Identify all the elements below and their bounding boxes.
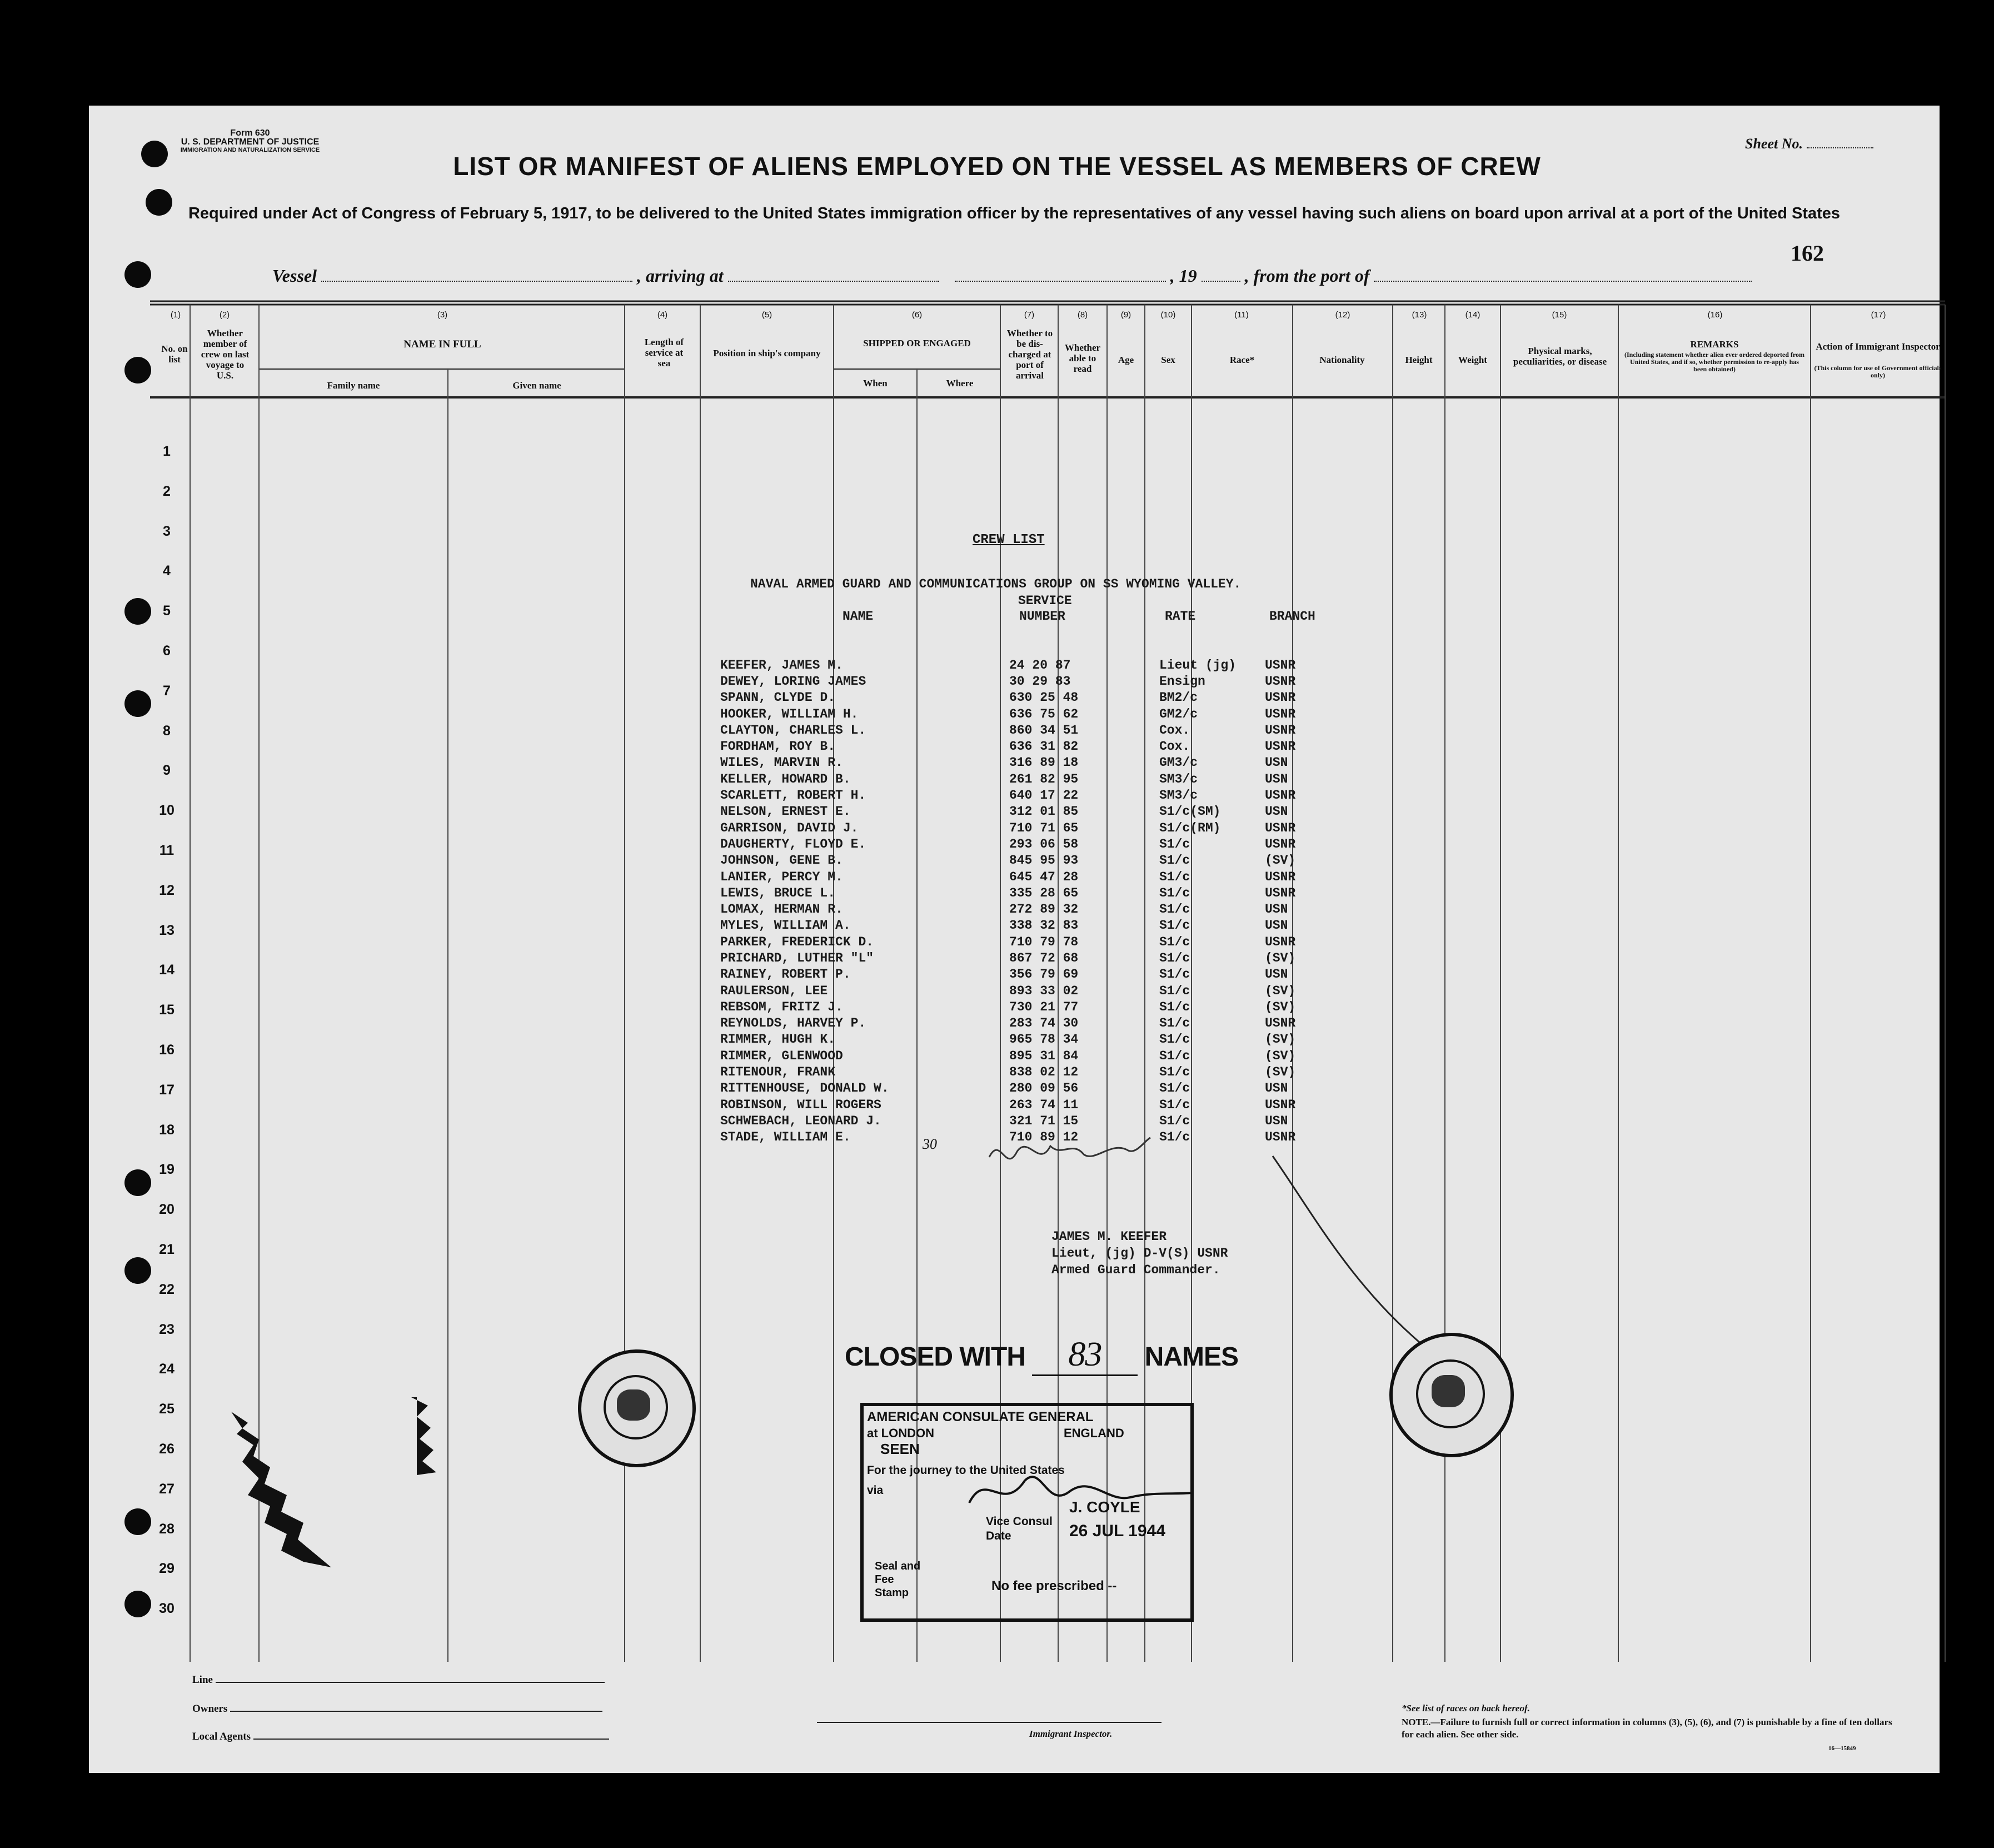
crew-name: NELSON, ERNEST E. <box>720 804 851 819</box>
header-where: Where <box>946 378 974 388</box>
crew-rate: S1/c <box>1159 934 1190 949</box>
crew-service-number: 293 06 58 <box>1009 836 1079 851</box>
consulate-country: ENGLAND <box>1064 1426 1124 1440</box>
footer-owners <box>192 1703 602 1715</box>
closed-with-line <box>845 1335 1238 1376</box>
crew-rate: Cox. <box>1159 723 1190 738</box>
crew-name: FORDHAM, ROY B. <box>720 739 836 754</box>
consulate-stamp <box>860 1403 1194 1622</box>
header-shipped-engaged: SHIPPED OR ENGAGED <box>863 338 971 348</box>
crew-service-number: 838 02 12 <box>1009 1065 1079 1080</box>
crew-branch: (SV) <box>1265 1048 1296 1063</box>
footer-line-label: Line <box>192 1674 213 1686</box>
crew-service-number: 710 79 78 <box>1009 934 1079 949</box>
crew-branch: USNR <box>1265 934 1296 949</box>
crew-service-number: 312 01 85 <box>1009 804 1079 819</box>
header-remarks: REMARKS <box>1690 339 1739 350</box>
col-num-13: (13) <box>1412 310 1427 320</box>
crew-name: KEEFER, JAMES M. <box>720 657 843 673</box>
crew-service-number: 636 75 62 <box>1009 706 1079 721</box>
department-name: U. S. DEPARTMENT OF JUSTICE <box>181 137 320 147</box>
row-number: 7 <box>163 683 171 699</box>
crew-row <box>720 657 1332 673</box>
crew-row <box>720 690 1332 706</box>
footer-owners-label: Owners <box>192 1703 228 1715</box>
consulate-seal-label: Seal and Fee Stamp <box>875 1560 921 1599</box>
header-name-in-full: NAME IN FULL <box>403 338 481 350</box>
header-able-to-read: Whether able to read <box>1064 342 1101 374</box>
col-num-2: (2) <box>219 310 230 320</box>
crew-row <box>720 1080 1332 1097</box>
col-num-5: (5) <box>761 310 772 320</box>
header-nationality: Nationality <box>1319 355 1365 365</box>
consulate-vice-consul: Vice Consul <box>986 1515 1053 1528</box>
closed-prefix: CLOSED WITH <box>845 1342 1025 1372</box>
row-number: 28 <box>159 1521 175 1537</box>
crew-service-number: 860 34 51 <box>1009 723 1079 738</box>
embossed-seal-mark <box>209 1401 353 1578</box>
crew-branch: USNR <box>1265 657 1296 673</box>
footer-print-code: 16—15849 <box>1828 1745 1856 1752</box>
crew-name: RAINEY, ROBERT P. <box>720 967 851 982</box>
crew-rate: S1/c <box>1159 967 1190 982</box>
crew-service-number: 24 20 87 <box>1009 657 1071 673</box>
row-number: 19 <box>159 1162 175 1178</box>
crew-rate: S1/c <box>1159 1048 1190 1063</box>
consulate-name: AMERICAN CONSULATE GENERAL <box>867 1409 1094 1424</box>
row-number: 10 <box>159 803 175 819</box>
crew-row <box>720 1032 1332 1048</box>
crew-name: ROBINSON, WILL ROGERS <box>720 1097 881 1112</box>
crew-row <box>720 869 1332 885</box>
crew-branch: USNR <box>1265 723 1296 738</box>
crew-branch: USNR <box>1265 836 1296 851</box>
col-num-12: (12) <box>1335 310 1350 320</box>
col-num-1: (1) <box>170 310 181 320</box>
crew-rate: S1/c <box>1159 999 1190 1014</box>
crew-list-col-number: NUMBER <box>1019 609 1065 624</box>
crew-rate: S1/c <box>1159 1113 1190 1128</box>
consulate-location: at LONDON <box>867 1426 934 1440</box>
crew-row <box>720 1048 1332 1064</box>
year-label: , 19 <box>1170 266 1197 286</box>
col-num-4: (4) <box>657 310 668 320</box>
crew-name: LEWIS, BRUCE L. <box>720 885 836 900</box>
consulate-seen: SEEN <box>880 1441 920 1457</box>
row-number: 21 <box>159 1242 175 1257</box>
crew-service-number: 280 09 56 <box>1009 1081 1079 1096</box>
crew-rate: S1/c <box>1159 836 1190 851</box>
crew-name: RITENOUR, FRANK <box>720 1065 836 1080</box>
crew-row <box>720 820 1332 836</box>
crew-service-number: 845 95 93 <box>1009 853 1079 868</box>
crew-list-col-rate: RATE <box>1165 609 1196 624</box>
crew-row <box>720 706 1332 722</box>
crew-row <box>720 1097 1332 1113</box>
signer-name: JAMES M. KEEFER <box>1051 1229 1167 1244</box>
crew-row <box>720 673 1332 689</box>
footer-line <box>192 1674 605 1686</box>
crew-service-number: 965 78 34 <box>1009 1032 1079 1047</box>
embossed-seal-edge <box>406 1392 445 1481</box>
footer-race-note: *See list of races on back hereof. <box>1402 1703 1530 1713</box>
header-discharged: Whether to be dis-charged at port of arrival <box>1006 328 1053 381</box>
row-number: 11 <box>159 843 175 858</box>
row-number: 14 <box>159 962 175 978</box>
crew-service-number: 356 79 69 <box>1009 967 1079 982</box>
crew-rate: S1/c <box>1159 885 1190 900</box>
crew-branch: USN <box>1265 1113 1288 1128</box>
col-num-14: (14) <box>1465 310 1480 320</box>
crew-rate: BM2/c <box>1159 690 1198 705</box>
header-action-note: (This column for use of Government officials only) <box>1814 364 1942 379</box>
crew-row <box>720 983 1332 999</box>
service-name: IMMIGRATION AND NATURALIZATION SERVICE <box>180 147 320 153</box>
vessel-label: Vessel <box>272 266 317 286</box>
row-number: 12 <box>159 882 175 898</box>
crew-name: MYLES, WILLIAM A. <box>720 918 851 933</box>
footer-local-agents <box>192 1731 609 1743</box>
crew-rate: S1/c <box>1159 1065 1190 1080</box>
crew-row <box>720 771 1332 787</box>
consulate-fee: No fee prescribed -- <box>991 1578 1117 1593</box>
crew-table <box>720 657 1332 1145</box>
crew-name: KELLER, HOWARD B. <box>720 771 851 786</box>
crew-branch: USN <box>1265 804 1288 819</box>
col-num-6: (6) <box>911 310 923 320</box>
crew-row <box>720 918 1332 934</box>
inspector-signature-line <box>817 1722 1161 1723</box>
crew-branch: USNR <box>1265 739 1296 754</box>
crew-service-number: 645 47 28 <box>1009 869 1079 884</box>
crew-row <box>720 738 1332 754</box>
header-action-inspector: Action of Immigrant Inspector <box>1816 341 1940 352</box>
col-num-7: (7) <box>1024 310 1035 320</box>
row-number: 8 <box>163 723 171 739</box>
header-physical-marks: Physical marks, peculiarities, or disease <box>1513 346 1607 367</box>
crew-rate: S1/c <box>1159 1130 1190 1145</box>
footer-note: NOTE.—Failure to furnish full or correct information in columns (3), (5), (6), and (7) is punishable by a fine of ten dollars for each alien. See other side. <box>1402 1717 1892 1740</box>
crew-name: STADE, WILLIAM E. <box>720 1130 851 1145</box>
row-number: 6 <box>163 643 171 659</box>
col-num-15: (15) <box>1552 310 1567 320</box>
crew-name: RAULERSON, LEE <box>720 983 828 998</box>
crew-branch: USNR <box>1265 690 1296 705</box>
footer-inspector: Immigrant Inspector. <box>1029 1729 1113 1739</box>
crew-branch: USNR <box>1265 820 1296 835</box>
row-number: 5 <box>163 603 171 619</box>
crew-branch: (SV) <box>1265 853 1296 868</box>
col-num-17: (17) <box>1871 310 1886 320</box>
header-remarks-note: (Including statement whether alien ever ordered deported from United States, and if so, whether permission to re-apply has been obtained) <box>1624 351 1805 373</box>
crew-name: DEWEY, LORING JAMES <box>720 674 866 689</box>
crew-rate: SM3/c <box>1159 771 1198 786</box>
closed-count: 83 <box>1032 1335 1138 1376</box>
crew-rate: Ensign <box>1159 674 1205 689</box>
crew-branch: USNR <box>1265 674 1296 689</box>
crew-service-number: 730 21 77 <box>1009 999 1079 1014</box>
row-number: 26 <box>159 1441 175 1457</box>
row-number: 15 <box>159 1002 175 1018</box>
crew-row <box>720 999 1332 1015</box>
consulate-officer: J. COYLE <box>1069 1498 1140 1516</box>
header-family-name: Family name <box>327 380 380 391</box>
header-given-name: Given name <box>512 380 561 391</box>
crew-rate: GM3/c <box>1159 755 1198 770</box>
crew-name: SCARLETT, ROBERT H. <box>720 788 866 803</box>
crew-row <box>720 836 1332 852</box>
crew-branch: USNR <box>1265 869 1296 884</box>
crew-name: SPANN, CLYDE D. <box>720 690 836 705</box>
header-when: When <box>863 378 888 388</box>
consulate-journey: For the journey to the United States <box>867 1464 1065 1477</box>
crew-row <box>720 787 1332 803</box>
header-position: Position in ship's company <box>713 348 821 358</box>
page-title: LIST OR MANIFEST OF ALIENS EMPLOYED ON THE VESSEL AS MEMBERS OF CREW <box>453 152 1541 181</box>
header-length-of-service: Length of service at sea <box>644 337 684 368</box>
crew-service-number: 338 32 83 <box>1009 918 1079 933</box>
crew-row <box>720 722 1332 738</box>
crew-name: REYNOLDS, HARVEY P. <box>720 1016 866 1031</box>
crew-branch: USNR <box>1265 885 1296 900</box>
closed-suffix: NAMES <box>1144 1342 1239 1372</box>
crew-rate: S1/c <box>1159 1016 1190 1031</box>
crew-branch: USN <box>1265 918 1288 933</box>
crew-row <box>720 1064 1332 1080</box>
crew-branch: (SV) <box>1265 1032 1296 1047</box>
crew-service-number: 893 33 02 <box>1009 983 1079 998</box>
crew-name: LOMAX, HERMAN R. <box>720 902 843 917</box>
crew-name: RIMMER, HUGH K. <box>720 1032 836 1047</box>
page-subtitle: Required under Act of Congress of February 5, 1917, to be delivered to the United States immigration officer by the representatives of any vessel having such aliens on board upon arrival at a port of the United States <box>188 205 1841 222</box>
header-weight: Weight <box>1458 355 1487 365</box>
row-number: 3 <box>163 523 171 539</box>
crew-branch: USNR <box>1265 706 1296 721</box>
crew-row <box>720 885 1332 901</box>
header-age: Age <box>1118 355 1134 365</box>
crew-row <box>720 967 1332 983</box>
row-number: 30 <box>159 1601 175 1617</box>
header-sex: Sex <box>1161 355 1175 365</box>
col-num-9: (9) <box>1120 310 1131 320</box>
crew-branch: USNR <box>1265 1016 1296 1031</box>
crew-name: RITTENHOUSE, DONALD W. <box>720 1081 889 1096</box>
crew-list-col-branch: BRANCH <box>1269 609 1315 624</box>
header-race: Race* <box>1229 355 1255 365</box>
crew-branch: USNR <box>1265 1097 1296 1112</box>
crew-list-group: NAVAL ARMED GUARD AND COMMUNICATIONS GROUP ON SS WYOMING VALLEY. <box>750 577 1242 591</box>
crew-name: PARKER, FREDERICK D. <box>720 934 874 949</box>
crew-service-number: 335 28 65 <box>1009 885 1079 900</box>
crew-name: WILES, MARVIN R. <box>720 755 843 770</box>
col-num-3: (3) <box>437 310 448 320</box>
sheet-no-label: Sheet No. <box>1745 136 1803 152</box>
crew-service-number: 640 17 22 <box>1009 788 1079 803</box>
row-number: 13 <box>159 922 175 938</box>
row-number: 9 <box>163 763 171 779</box>
crew-service-number: 636 31 82 <box>1009 739 1079 754</box>
crew-rate: SM3/c <box>1159 788 1198 803</box>
crew-name: DAUGHERTY, FLOYD E. <box>720 836 866 851</box>
crew-row <box>720 1015 1332 1032</box>
crew-name: PRICHARD, LUTHER "L" <box>720 950 874 965</box>
row-number: 22 <box>159 1281 175 1297</box>
footer-local-agents-label: Local Agents <box>192 1731 251 1742</box>
from-label: , from the port of <box>1244 266 1370 286</box>
page-number: 162 <box>1791 241 1824 266</box>
signer-rank: Lieut, (jg) D-V(S) USNR <box>1051 1246 1228 1261</box>
crew-rate: S1/c <box>1159 902 1190 917</box>
crew-service-number: 630 25 48 <box>1009 690 1079 705</box>
crew-rate: GM2/c <box>1159 706 1198 721</box>
crew-branch: USN <box>1265 1081 1288 1096</box>
crew-rate: S1/c <box>1159 918 1190 933</box>
crew-row <box>720 934 1332 950</box>
crew-name: REBSOM, FRITZ J. <box>720 999 843 1014</box>
crew-name: HOOKER, WILLIAM H. <box>720 706 859 721</box>
crew-name: GARRISON, DAVID J. <box>720 820 859 835</box>
handwritten-count: 30 <box>923 1136 937 1152</box>
crew-service-number: 263 74 11 <box>1009 1097 1079 1112</box>
col-num-16: (16) <box>1707 310 1723 320</box>
crew-branch: (SV) <box>1265 983 1296 998</box>
consul-signature <box>964 1458 1197 1525</box>
crew-branch: USN <box>1265 967 1288 982</box>
row-number: 29 <box>159 1561 175 1577</box>
handwritten-initials <box>978 1124 1156 1185</box>
consular-seal-left <box>578 1349 696 1467</box>
header-crew-last-voyage: Whether member of crew on last voyage to U.S. <box>201 328 250 381</box>
crew-service-number: 30 29 83 <box>1009 674 1071 689</box>
crew-service-number: 316 89 18 <box>1009 755 1079 770</box>
row-number: 25 <box>159 1401 175 1417</box>
consulate-via: via <box>867 1484 884 1497</box>
row-number: 23 <box>159 1321 175 1337</box>
row-number: 18 <box>159 1122 175 1138</box>
crew-service-number: 867 72 68 <box>1009 950 1079 965</box>
crew-rate: S1/c(SM) <box>1159 804 1221 819</box>
crew-rate: S1/c <box>1159 950 1190 965</box>
crew-name: JOHNSON, GENE B. <box>720 853 843 868</box>
crew-service-number: 283 74 30 <box>1009 1016 1079 1031</box>
arriving-label: , arriving at <box>637 266 724 286</box>
crew-service-number: 321 71 15 <box>1009 1113 1079 1128</box>
crew-service-number: 895 31 84 <box>1009 1048 1079 1063</box>
crew-service-number: 261 82 95 <box>1009 771 1079 786</box>
crew-rate: S1/c <box>1159 869 1190 884</box>
crew-branch: USNR <box>1265 788 1296 803</box>
crew-rate: S1/c(RM) <box>1159 820 1221 835</box>
row-number: 4 <box>163 563 171 579</box>
col-num-11: (11) <box>1234 310 1249 320</box>
row-number: 17 <box>159 1082 175 1098</box>
crew-branch: USN <box>1265 755 1288 770</box>
crew-row <box>720 950 1332 966</box>
crew-list-service-label: SERVICE <box>1018 594 1072 608</box>
signer-block <box>1051 1228 1228 1278</box>
crew-branch: (SV) <box>1265 950 1296 965</box>
crew-service-number: 710 71 65 <box>1009 820 1079 835</box>
crew-name: RIMMER, GLENWOOD <box>720 1048 843 1063</box>
crew-branch: USN <box>1265 771 1288 786</box>
consulate-date: 26 JUL 1944 <box>1069 1522 1165 1540</box>
row-number: 20 <box>159 1202 175 1218</box>
header-no-on-list: No. on list <box>161 343 188 365</box>
crew-branch: USN <box>1265 902 1288 917</box>
crew-rate: S1/c <box>1159 1097 1190 1112</box>
crew-list-heading: CREW LIST <box>973 532 1045 547</box>
crew-row <box>720 853 1332 869</box>
crew-branch: USNR <box>1265 1130 1296 1145</box>
consular-seal-right <box>1389 1333 1514 1457</box>
row-number: 16 <box>159 1042 175 1058</box>
signer-title: Armed Guard Commander. <box>1051 1263 1220 1277</box>
crew-row <box>720 755 1332 771</box>
col-num-8: (8) <box>1077 310 1088 320</box>
crew-row <box>720 804 1332 820</box>
consulate-date-label: Date <box>986 1530 1011 1542</box>
crew-name: SCHWEBACH, LEONARD J. <box>720 1113 881 1128</box>
crew-rate: S1/c <box>1159 853 1190 868</box>
crew-rate: S1/c <box>1159 1032 1190 1047</box>
crew-rate: S1/c <box>1159 983 1190 998</box>
crew-branch: (SV) <box>1265 999 1296 1014</box>
crew-service-number: 710 89 12 <box>1009 1130 1079 1145</box>
row-number: 27 <box>159 1481 175 1497</box>
col-num-10: (10) <box>1160 310 1176 320</box>
crew-list-col-name: NAME <box>843 609 874 624</box>
crew-row <box>720 901 1332 917</box>
row-number: 2 <box>163 483 171 499</box>
crew-branch: (SV) <box>1265 1065 1296 1080</box>
row-number: 24 <box>159 1361 175 1377</box>
crew-rate: S1/c <box>1159 1081 1190 1096</box>
crew-name: CLAYTON, CHARLES L. <box>720 723 866 738</box>
header-height: Height <box>1405 355 1433 365</box>
crew-name: LANIER, PERCY M. <box>720 869 843 884</box>
row-number: 1 <box>163 444 171 459</box>
form-number: Form 630 <box>230 128 270 138</box>
crew-rate: Lieut (jg) <box>1159 657 1237 673</box>
crew-service-number: 272 89 32 <box>1009 902 1079 917</box>
crew-rate: Cox. <box>1159 739 1190 754</box>
ink-line <box>1267 1145 1434 1356</box>
